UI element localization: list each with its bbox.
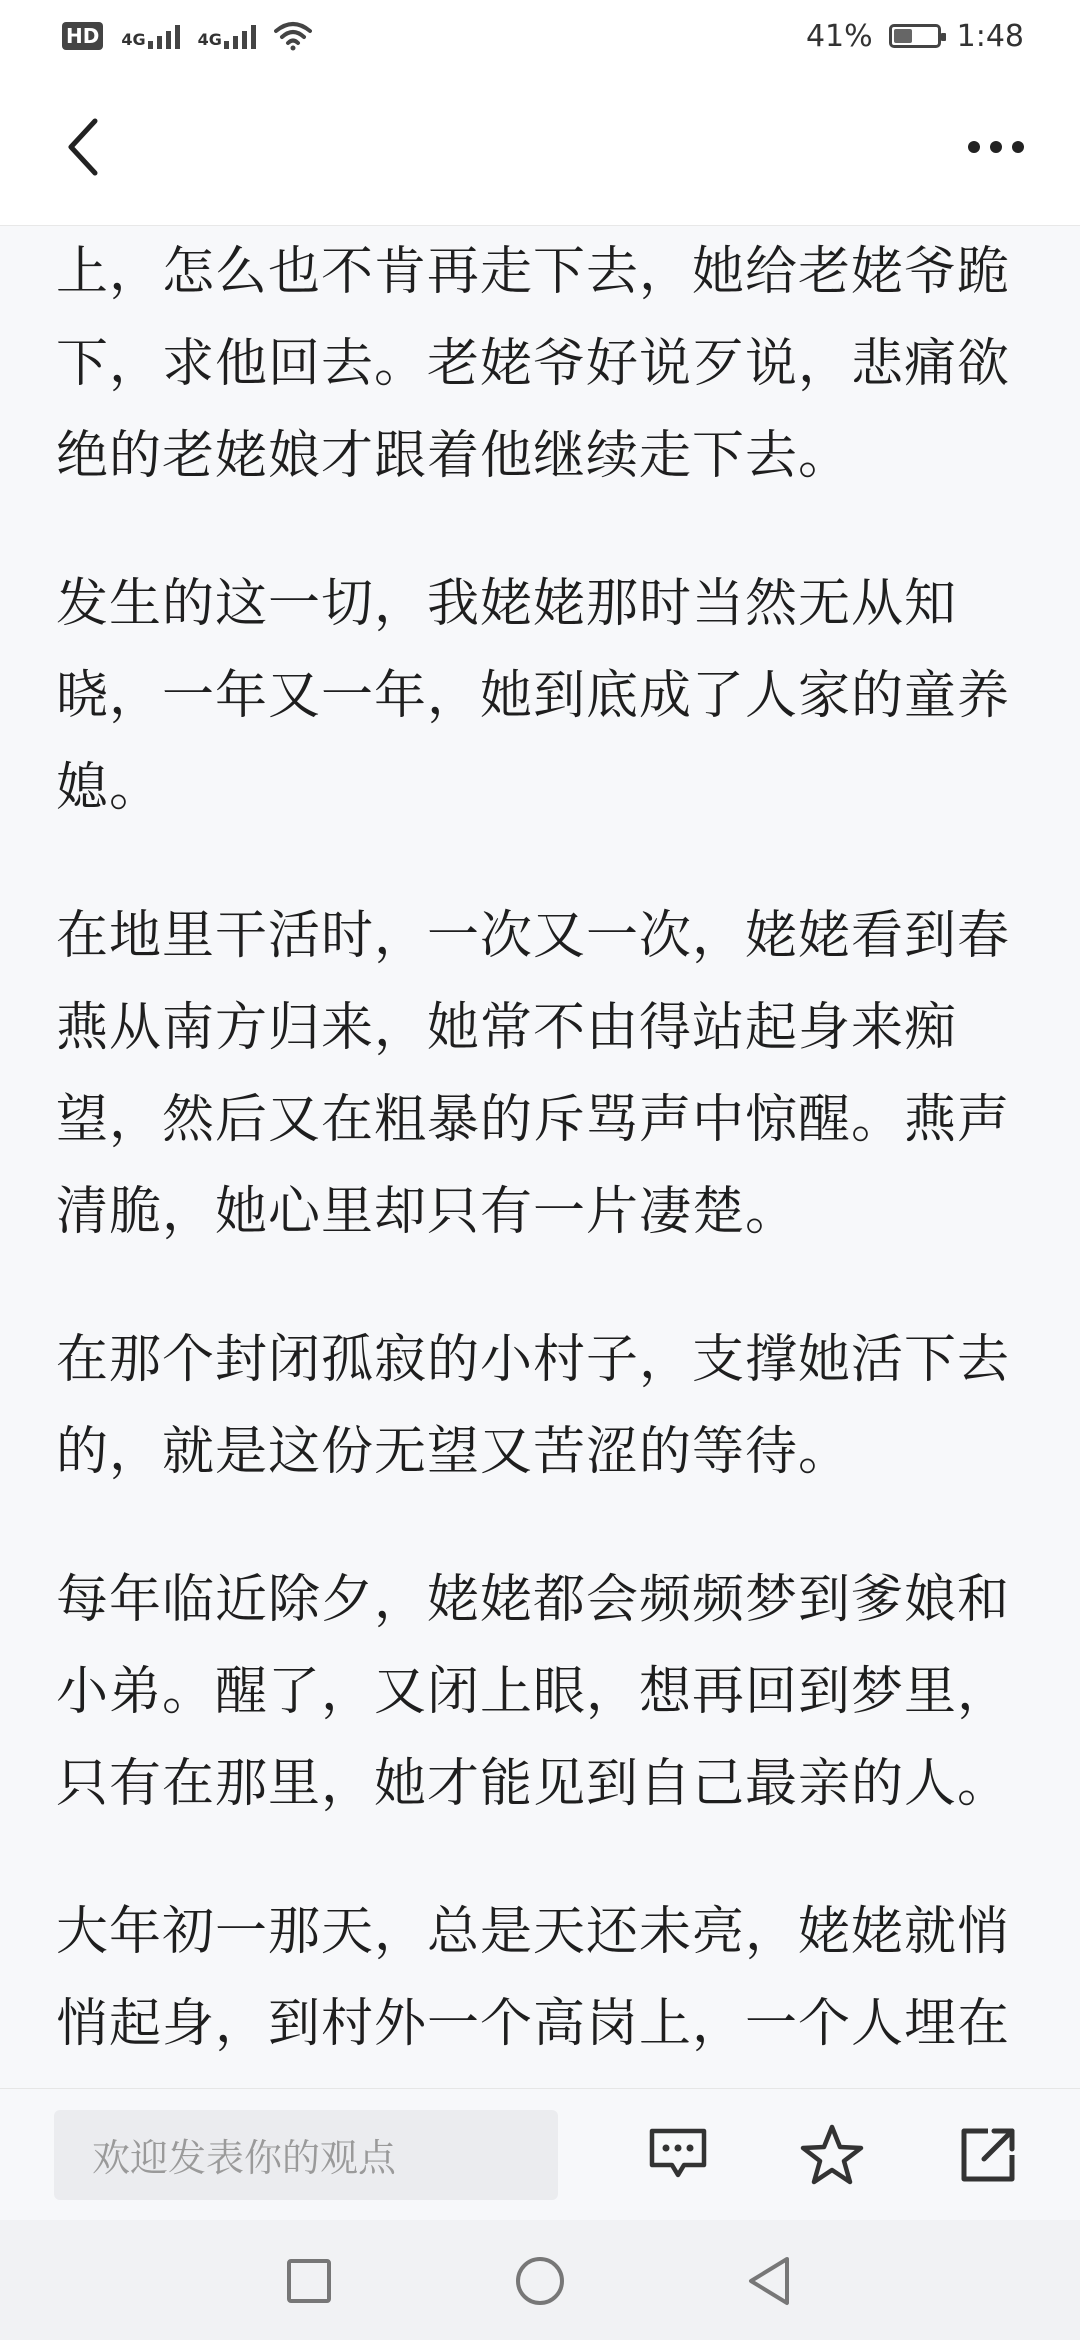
status-right [806,19,1024,54]
recents-button[interactable] [274,2246,344,2316]
more-dot-icon [968,141,980,153]
comments-button[interactable] [642,2119,714,2191]
favorite-button[interactable] [796,2119,868,2191]
network-type-2: 4G [197,30,222,49]
signal-icon [148,23,180,49]
comment-action-bar [0,2088,1080,2220]
triangle-back-icon [745,2255,793,2307]
more-options-button[interactable] [956,112,1036,182]
square-icon [286,2258,332,2304]
star-icon [799,2123,865,2187]
article-paragraph: 大年初一那天，总是天还未亮，姥姥就悄悄起身，到村外一个高岗上，一个人埋在 [56,1902,1011,2054]
circle-icon [514,2255,566,2307]
status-left [62,21,312,51]
article-paragraph: 上，怎么也不肯再走下去，她给老姥爷跪下，求他回去。老姥爷好说歹说，悲痛欲绝的老姥娘才跟着他继续走下去。 [56,242,1011,486]
battery-level [894,29,913,43]
status-bar [0,0,1080,72]
comment-dots-icon [646,2125,710,2185]
signal-icon-2 [224,23,256,49]
article-body[interactable] [0,226,1080,2088]
chevron-left-icon [63,117,103,177]
back-button[interactable] [48,112,118,182]
article-paragraph: 在地里干活时，一次又一次，姥姥看到春燕从南方归来，她常不由得站起身来痴望，然后又在粗暴的斥骂声中惊醒。燕声清脆，她心里却只有一片凄楚。 [56,906,1011,1242]
article-header [0,72,1080,226]
system-back-button[interactable] [734,2246,804,2316]
battery-percent: 41% [805,18,873,54]
share-external-icon [958,2125,1018,2185]
more-dot-icon [1012,141,1024,153]
signal-group-2 [198,23,256,49]
article-paragraph: 发生的这一切，我姥姥那时当然无从知晓，一年又一年，她到底成了人家的童养媳。 [56,574,1011,818]
signal-group-1 [121,23,179,49]
wifi-icon [274,21,312,51]
hd-badge: HD [62,22,103,50]
comment-input[interactable]: 欢迎发表你的观点 [54,2110,558,2200]
article-paragraph: 每年临近除夕，姥姥都会频频梦到爹娘和小弟。醒了，又闭上眼，想再回到梦里，只有在那里，她才能见到自己最亲的人。 [56,1570,1011,1814]
network-type-1: 4G [121,30,146,49]
home-button[interactable] [505,2246,575,2316]
clock: 1:48 [956,18,1024,54]
share-button[interactable] [952,2119,1024,2191]
more-dot-icon [990,141,1002,153]
system-navigation-bar [0,2220,1080,2340]
battery-icon [889,24,941,48]
article-paragraph: 在那个封闭孤寂的小村子，支撑她活下去的，就是这份无望又苦涩的等待。 [56,1330,1011,1482]
